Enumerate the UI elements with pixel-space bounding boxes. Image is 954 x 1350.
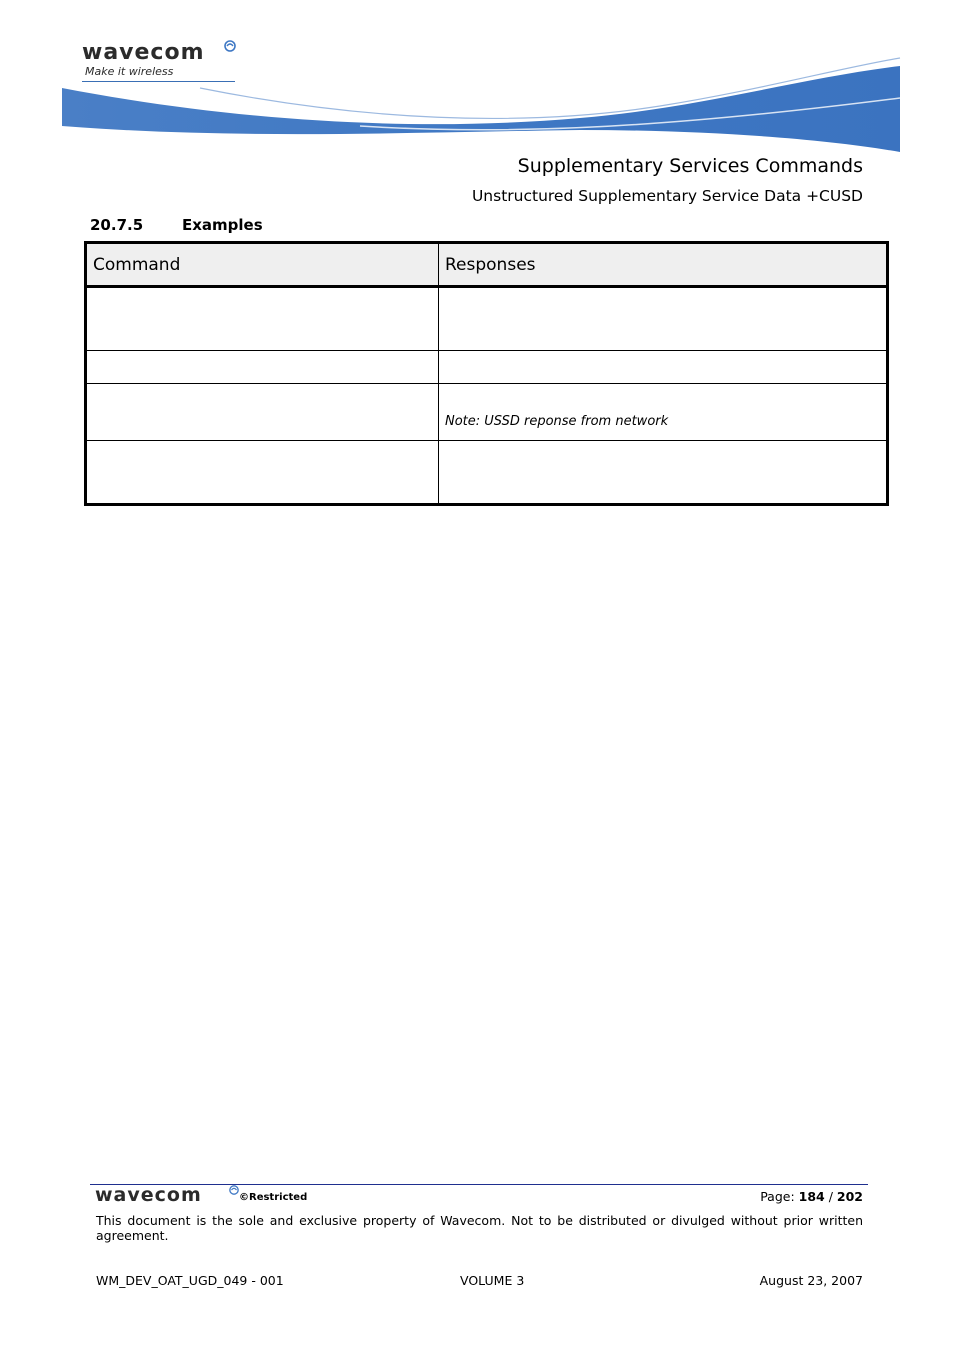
table-row bbox=[86, 287, 888, 351]
table-row bbox=[86, 351, 888, 384]
response-note: Note: USSD reponse from network bbox=[445, 414, 669, 429]
column-header-responses: Responses bbox=[439, 243, 888, 287]
examples-table bbox=[84, 241, 889, 506]
volume-label: VOLUME 3 bbox=[460, 1273, 525, 1288]
command-cell bbox=[86, 351, 439, 384]
document-date: August 23, 2007 bbox=[759, 1273, 863, 1288]
footer-rule bbox=[90, 1184, 868, 1185]
page-number bbox=[760, 1189, 863, 1204]
page-current: 184 bbox=[798, 1189, 825, 1204]
confidentiality-notice: This document is the sole and exclusive property of Wavecom. Not to be distributed or divulged without prior written agreement. bbox=[96, 1213, 863, 1243]
page-separator: / bbox=[824, 1189, 837, 1204]
command-cell bbox=[86, 287, 439, 351]
header-swoosh-banner bbox=[60, 50, 902, 160]
section-title: Examples bbox=[182, 216, 263, 234]
table-row bbox=[86, 441, 888, 505]
page-label: Page: bbox=[760, 1189, 799, 1204]
response-cell bbox=[439, 287, 888, 351]
table-header-row bbox=[86, 243, 888, 287]
response-cell bbox=[439, 384, 888, 441]
footer-logo-wordmark: wavecom bbox=[95, 1184, 202, 1206]
command-cell bbox=[86, 384, 439, 441]
page-total: 202 bbox=[836, 1189, 863, 1204]
section-number: 20.7.5 bbox=[90, 216, 144, 234]
response-cell bbox=[439, 351, 888, 384]
command-cell bbox=[86, 441, 439, 505]
logo-tagline: Make it wireless bbox=[85, 65, 174, 78]
logo-wordmark: wavecom bbox=[82, 40, 205, 65]
response-cell bbox=[439, 441, 888, 505]
section-heading bbox=[90, 216, 263, 234]
column-header-command: Command bbox=[86, 243, 439, 287]
restricted-label: ©Restricted bbox=[239, 1192, 308, 1203]
chapter-title: Supplementary Services Commands bbox=[517, 155, 863, 177]
document-reference: WM_DEV_OAT_UGD_049 - 001 bbox=[96, 1273, 284, 1288]
section-subtitle: Unstructured Supplementary Service Data +CUSD bbox=[471, 187, 863, 205]
table-row bbox=[86, 384, 888, 441]
footer-logo-swirl-icon bbox=[229, 1185, 239, 1195]
